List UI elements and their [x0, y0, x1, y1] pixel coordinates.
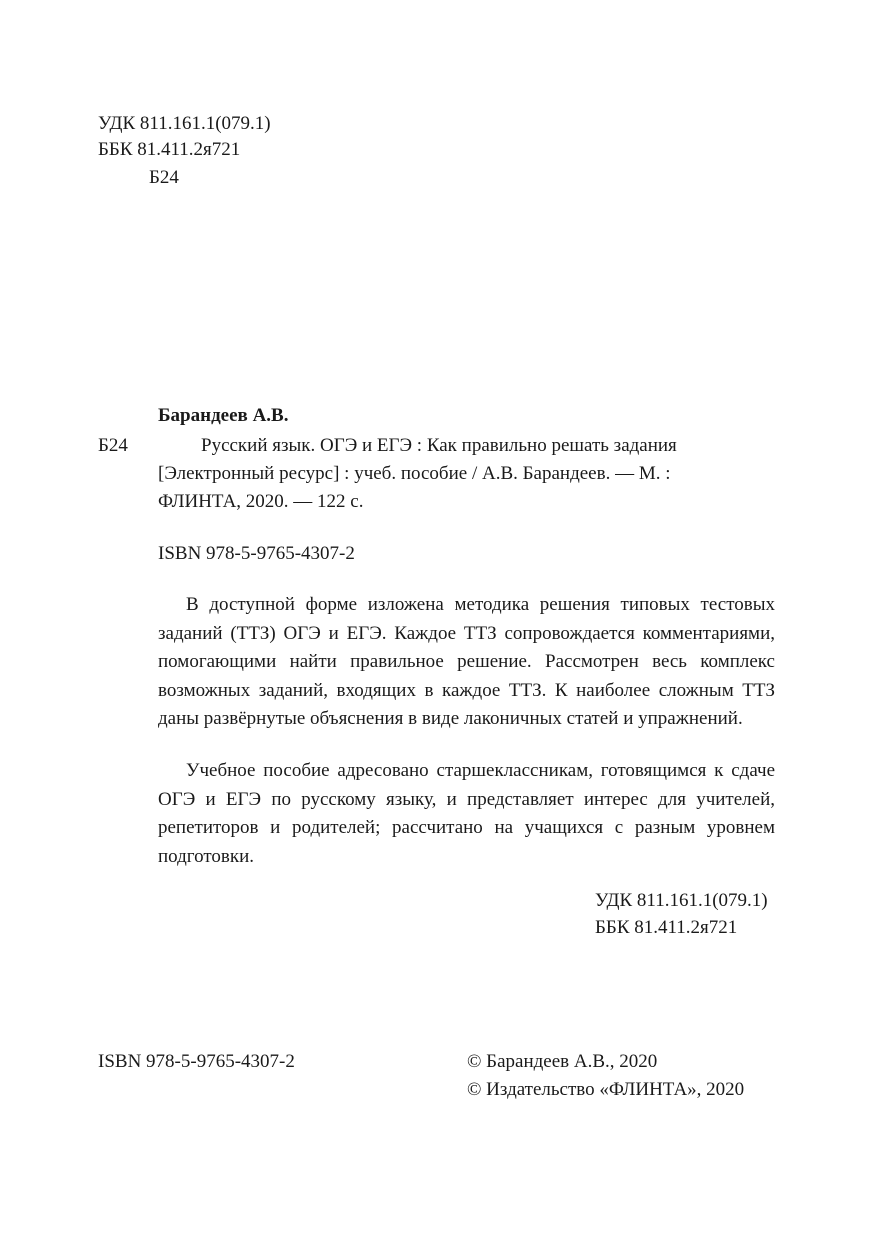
- entry-title-line-1: Русский язык. ОГЭ и ЕГЭ : Как правильно решать задания: [201, 435, 677, 456]
- entry-isbn: ISBN 978-5-9765-4307-2: [158, 543, 355, 564]
- abstract-text-2: Учебное пособие адресовано старшеклассникам, готовящимся к сдаче ОГЭ и ЕГЭ по русскому языку, и представляет интерес для учителей, репетиторов и родителей; рассчитано на учащихся с разным уровнем подготовки.: [158, 760, 775, 867]
- classification-udk: УДК 811.161.1(079.1): [595, 890, 768, 911]
- abstract-paragraph-1: [158, 591, 775, 734]
- abstract-paragraph-2: [158, 757, 775, 871]
- header-author-code: Б24: [149, 167, 179, 188]
- copyright-publisher: © Издательство «ФЛИНТА», 2020: [467, 1079, 745, 1100]
- copyright-author: © Барандеев А.В., 2020: [467, 1051, 658, 1072]
- entry-author: Барандеев А.В.: [158, 405, 289, 426]
- entry-code: Б24: [98, 435, 128, 456]
- entry-title-line-3: ФЛИНТА, 2020. — 122 с.: [158, 491, 364, 512]
- footer-isbn: ISBN 978-5-9765-4307-2: [98, 1051, 295, 1072]
- abstract-text-1: В доступной форме изложена методика решения типовых тестовых заданий (ТТЗ) ОГЭ и ЕГЭ. Каждое ТТЗ сопровождается комментариями, помогающими найти правильное решение. Рассмотрен весь комплекс возможных заданий, входящих в каждое ТТЗ. К наиболее сложным ТТЗ даны развёрнутые объяснения в виде лаконичных статей и упражнений.: [158, 594, 775, 729]
- classification-bbk: ББК 81.411.2я721: [595, 917, 738, 938]
- header-udk: УДК 811.161.1(079.1): [98, 113, 271, 134]
- entry-title-line-2: [Электронный ресурс] : учеб. пособие / А.В. Барандеев. — М. :: [158, 463, 671, 484]
- header-bbk: ББК 81.411.2я721: [98, 139, 241, 160]
